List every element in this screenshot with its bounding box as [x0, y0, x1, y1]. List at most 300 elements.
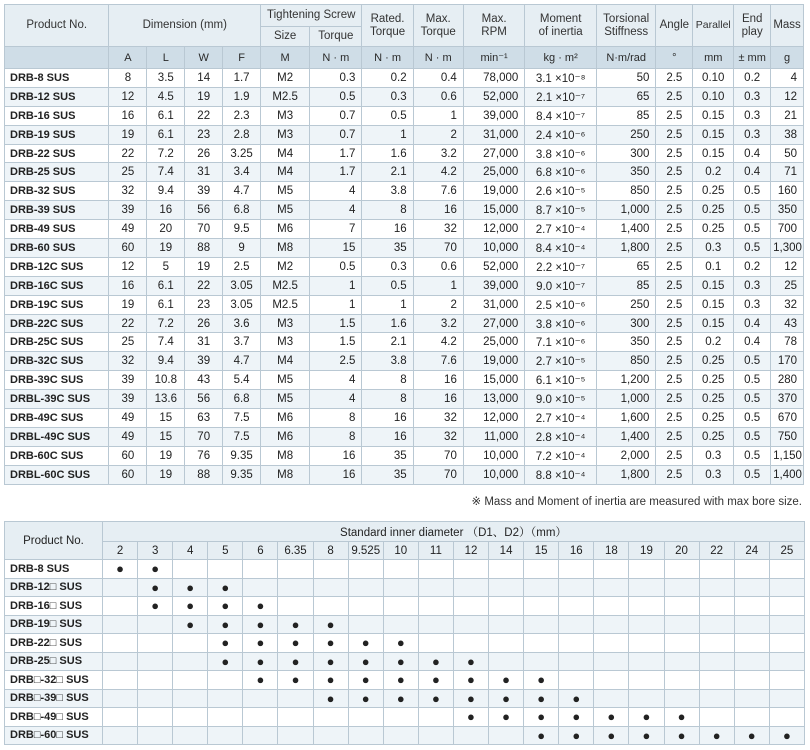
availability-dot: ● — [629, 708, 664, 727]
availability-dot: ● — [208, 652, 243, 671]
spec-value-cell: 21 — [771, 106, 804, 125]
spec-value-cell: 2.5 — [656, 182, 693, 201]
diameter-header-cell: 19 — [629, 542, 664, 560]
spec-value-cell: 9.4 — [147, 182, 185, 201]
mass-header: Mass — [771, 5, 804, 47]
spec-value-cell: 2.5 — [656, 257, 693, 276]
spec-value-cell: M3 — [261, 314, 310, 333]
unit-cell: N · m — [413, 47, 463, 69]
table-row — [5, 144, 804, 163]
availability-dot: ● — [313, 615, 348, 634]
spec-value-cell: M2 — [261, 69, 310, 88]
empty-cell — [559, 671, 594, 690]
empty-cell — [103, 634, 138, 653]
spec-value-cell: 0.25 — [693, 201, 734, 220]
table-row — [5, 106, 804, 125]
empty-cell — [664, 560, 699, 579]
spec-value-cell: 9.35 — [223, 465, 261, 484]
empty-cell — [418, 708, 453, 727]
spec-value-cell: 60 — [109, 239, 147, 258]
spec-value-cell: 78,000 — [463, 69, 524, 88]
empty-cell — [769, 652, 804, 671]
spec-value-cell: 4 — [310, 182, 362, 201]
diameter-header-cell: 6.35 — [278, 542, 313, 560]
spec-value-cell: 0.5 — [734, 239, 771, 258]
spec-value-cell: 2.5 — [656, 390, 693, 409]
spec-value-cell: 8 — [310, 409, 362, 428]
unit-cell: A — [109, 47, 147, 69]
availability-dot: ● — [348, 634, 383, 653]
spec-value-cell: 7.2 — [147, 314, 185, 333]
availability-dot: ● — [348, 652, 383, 671]
product-no-header: Product No. — [5, 5, 109, 47]
spec-value-cell: 2.5 — [656, 295, 693, 314]
spec-value-cell: 0.15 — [693, 106, 734, 125]
empty-cell — [594, 615, 629, 634]
spec-value-cell: 2.5 — [656, 69, 693, 88]
unit-cell: min⁻¹ — [463, 47, 524, 69]
spec-value-cell: 0.10 — [693, 87, 734, 106]
empty-cell — [348, 578, 383, 597]
empty-cell — [489, 634, 524, 653]
empty-cell — [769, 615, 804, 634]
availability-dot: ● — [594, 726, 629, 745]
spec-value-cell: 4 — [310, 390, 362, 409]
spec-value-cell: 4 — [310, 371, 362, 390]
spec-value-cell: 3.8 — [362, 352, 413, 371]
empty-cell — [699, 634, 734, 653]
spec-value-cell: M2 — [261, 257, 310, 276]
spec-value-cell: 1 — [310, 276, 362, 295]
empty-cell — [348, 597, 383, 616]
angle-header: Angle — [656, 5, 693, 47]
table-row — [5, 708, 805, 727]
empty-cell — [103, 597, 138, 616]
spec-value-cell: 9.4 — [147, 352, 185, 371]
spec-value-cell: 0.3 — [734, 295, 771, 314]
availability-dot: ● — [313, 634, 348, 653]
availability-dot: ● — [699, 726, 734, 745]
spec-value-cell: 1,200 — [596, 371, 655, 390]
spec-value-cell: 19,000 — [463, 352, 524, 371]
spec-value-cell: 14 — [185, 69, 223, 88]
empty-cell — [453, 615, 488, 634]
empty-cell — [348, 726, 383, 745]
spec-value-cell: 8.7 ×10⁻⁵ — [525, 201, 597, 220]
spec-value-cell: 370 — [771, 390, 804, 409]
empty-cell — [524, 615, 559, 634]
max-rpm-header: Max. RPM — [463, 5, 524, 47]
product-no-cell: DRB-12C SUS — [5, 257, 109, 276]
availability-dot: ● — [313, 671, 348, 690]
table-row — [5, 578, 805, 597]
bore-rows — [5, 560, 805, 745]
empty-cell — [243, 726, 278, 745]
empty-cell — [734, 689, 769, 708]
spec-value-cell: M8 — [261, 239, 310, 258]
spec-value-cell: 35 — [362, 446, 413, 465]
screw-torque-header: Torque — [310, 27, 362, 47]
product-no-cell: DRB-32C SUS — [5, 352, 109, 371]
product-no-cell: DRB-49 SUS — [5, 220, 109, 239]
table-row — [5, 257, 804, 276]
availability-dot: ● — [278, 671, 313, 690]
spec-value-cell: 2.3 — [223, 106, 261, 125]
empty-cell — [383, 726, 418, 745]
spec-value-cell: M8 — [261, 446, 310, 465]
product-no-cell: DRB-25 SUS — [5, 163, 109, 182]
product-no-cell: DRB-19□ SUS — [5, 615, 103, 634]
spec-value-cell: 32 — [413, 409, 463, 428]
spec-value-cell: 7.5 — [223, 427, 261, 446]
spec-value-cell: 2.5 — [656, 106, 693, 125]
table-row — [5, 201, 804, 220]
empty-cell — [243, 560, 278, 579]
spec-value-cell: M4 — [261, 352, 310, 371]
spec-value-cell: 1 — [362, 125, 413, 144]
spec-value-cell: 0.25 — [693, 409, 734, 428]
table-row — [5, 352, 804, 371]
spec-value-cell: 49 — [109, 427, 147, 446]
spec-value-cell: 7.6 — [413, 182, 463, 201]
spec-value-cell: 0.15 — [693, 295, 734, 314]
empty-cell — [138, 615, 173, 634]
spec-value-cell: 7.6 — [413, 352, 463, 371]
spec-value-cell: 43 — [185, 371, 223, 390]
spec-value-cell: 19 — [185, 87, 223, 106]
spec-value-cell: 1.6 — [362, 144, 413, 163]
screw-size-header: Size — [261, 27, 310, 47]
spec-value-cell: 70 — [185, 220, 223, 239]
spec-value-cell: 10,000 — [463, 446, 524, 465]
empty-cell — [138, 708, 173, 727]
spec-value-cell: 1,400 — [771, 465, 804, 484]
spec-value-cell: 0.5 — [734, 465, 771, 484]
spec-value-cell: M8 — [261, 465, 310, 484]
spec-value-cell: 2.5 — [656, 201, 693, 220]
empty-cell — [383, 597, 418, 616]
spec-value-cell: 0.15 — [693, 125, 734, 144]
diameter-header-cell: 9.525 — [348, 542, 383, 560]
spec-value-cell: 0.2 — [734, 257, 771, 276]
empty-cell — [313, 578, 348, 597]
empty-cell — [769, 671, 804, 690]
spec-value-cell: M3 — [261, 106, 310, 125]
diameter-header-cell: 6 — [243, 542, 278, 560]
empty-cell — [699, 615, 734, 634]
empty-cell — [243, 689, 278, 708]
empty-cell — [524, 652, 559, 671]
availability-dot: ● — [138, 597, 173, 616]
spec-value-cell: M6 — [261, 409, 310, 428]
spec-value-cell: 170 — [771, 352, 804, 371]
spec-value-cell: 0.7 — [310, 106, 362, 125]
spec-value-cell: 1.7 — [310, 163, 362, 182]
spec-value-cell: 0.3 — [734, 276, 771, 295]
table-row — [5, 652, 805, 671]
spec-value-cell: 70 — [413, 465, 463, 484]
spec-value-cell: 0.6 — [413, 87, 463, 106]
spec-value-cell: 78 — [771, 333, 804, 352]
unit-cell: mm — [693, 47, 734, 69]
spec-value-cell: 9.35 — [223, 446, 261, 465]
spec-value-cell: 19 — [147, 446, 185, 465]
spec-value-cell: 0.25 — [693, 352, 734, 371]
empty-cell — [383, 578, 418, 597]
empty-cell — [278, 689, 313, 708]
availability-dot: ● — [383, 689, 418, 708]
availability-dot: ● — [559, 726, 594, 745]
empty-cell — [208, 560, 243, 579]
availability-dot: ● — [348, 671, 383, 690]
spec-value-cell: 32 — [109, 182, 147, 201]
spec-value-cell: 35 — [362, 465, 413, 484]
spec-value-cell: 3.05 — [223, 276, 261, 295]
spec-value-cell: 1.7 — [223, 69, 261, 88]
spec-value-cell: 4.7 — [223, 182, 261, 201]
spec-value-cell: 7.4 — [147, 163, 185, 182]
specification-table — [4, 4, 804, 485]
spec-value-cell: 0.6 — [413, 257, 463, 276]
diameter-row — [5, 542, 805, 560]
spec-value-cell: 85 — [596, 276, 655, 295]
spec-value-cell: 13.6 — [147, 390, 185, 409]
empty-cell — [699, 671, 734, 690]
empty-cell — [103, 578, 138, 597]
spec-value-cell: 32 — [413, 427, 463, 446]
spec-value-cell: 6.1 — [147, 125, 185, 144]
spec-value-cell: 12 — [771, 87, 804, 106]
spec-value-cell: 16 — [362, 427, 413, 446]
spec-value-cell: 70 — [185, 427, 223, 446]
spec-value-cell: 2.5 — [656, 314, 693, 333]
dimension-header: Dimension (mm) — [109, 5, 261, 47]
spec-value-cell: 700 — [771, 220, 804, 239]
empty-cell — [769, 708, 804, 727]
spec-value-cell: 850 — [596, 182, 655, 201]
spec-value-cell: 0.1 — [693, 257, 734, 276]
empty-cell — [103, 708, 138, 727]
spec-value-cell: 49 — [109, 409, 147, 428]
spec-value-cell: 7.2 ×10⁻⁴ — [525, 446, 597, 465]
spec-value-cell: 850 — [596, 352, 655, 371]
availability-dot: ● — [138, 578, 173, 597]
spec-value-cell: 39 — [185, 352, 223, 371]
spec-value-cell: 0.25 — [693, 371, 734, 390]
spec-value-cell: M5 — [261, 371, 310, 390]
spec-value-cell: M2.5 — [261, 295, 310, 314]
empty-cell — [418, 634, 453, 653]
spec-value-cell: 63 — [185, 409, 223, 428]
empty-cell — [278, 578, 313, 597]
empty-cell — [769, 597, 804, 616]
spec-value-cell: 39 — [185, 182, 223, 201]
empty-cell — [348, 560, 383, 579]
spec-value-cell: M2.5 — [261, 87, 310, 106]
spec-value-cell: 3.4 — [223, 163, 261, 182]
spec-value-cell: 22 — [185, 276, 223, 295]
empty-cell — [559, 615, 594, 634]
table-row — [5, 615, 805, 634]
spec-value-cell: 5 — [147, 257, 185, 276]
spec-value-cell: 3.05 — [223, 295, 261, 314]
spec-value-cell: 7.2 — [147, 144, 185, 163]
availability-dot: ● — [243, 671, 278, 690]
empty-cell — [629, 652, 664, 671]
availability-dot: ● — [524, 708, 559, 727]
spec-value-cell: 1 — [362, 295, 413, 314]
spec-value-cell: 76 — [185, 446, 223, 465]
spec-value-cell: 43 — [771, 314, 804, 333]
empty-cell — [173, 560, 208, 579]
spec-value-cell: 16 — [413, 201, 463, 220]
empty-cell — [629, 671, 664, 690]
empty-cell — [629, 689, 664, 708]
spec-value-cell: 7.4 — [147, 333, 185, 352]
empty-cell — [594, 671, 629, 690]
spec-value-cell: 1.9 — [223, 87, 261, 106]
availability-dot: ● — [173, 615, 208, 634]
availability-dot: ● — [559, 708, 594, 727]
spec-value-cell: 1.7 — [310, 144, 362, 163]
spec-value-cell: 2.5 — [656, 163, 693, 182]
spec-value-cell: 1,300 — [771, 239, 804, 258]
spec-value-cell: 60 — [109, 465, 147, 484]
availability-dot: ● — [243, 652, 278, 671]
spec-value-cell: 4 — [771, 69, 804, 88]
spec-value-cell: 2.5 — [656, 144, 693, 163]
bore-product-no-header: Product No. — [5, 522, 103, 560]
spec-value-cell: M5 — [261, 201, 310, 220]
spec-value-cell: 39 — [109, 201, 147, 220]
spec-value-cell: 3.2 — [413, 314, 463, 333]
empty-cell — [208, 708, 243, 727]
spec-value-cell: M5 — [261, 390, 310, 409]
spec-value-cell: 160 — [771, 182, 804, 201]
spec-value-cell: 6.8 — [223, 390, 261, 409]
spec-value-cell: 12,000 — [463, 220, 524, 239]
spec-value-cell: 71 — [771, 163, 804, 182]
empty-cell — [138, 671, 173, 690]
empty-cell — [418, 726, 453, 745]
spec-value-cell: 39 — [109, 390, 147, 409]
empty-cell — [489, 652, 524, 671]
tightening-screw-header: Tightening Screw — [261, 5, 362, 27]
spec-value-cell: 0.5 — [734, 201, 771, 220]
unit-cell: F — [223, 47, 261, 69]
spec-value-cell: 60 — [109, 446, 147, 465]
empty-cell — [524, 578, 559, 597]
product-no-cell: DRB-60 SUS — [5, 239, 109, 258]
spec-value-cell: 52,000 — [463, 87, 524, 106]
spec-value-cell: 8 — [362, 371, 413, 390]
spec-value-cell: 39 — [109, 371, 147, 390]
spec-value-cell: 0.3 — [362, 87, 413, 106]
spec-value-cell: 0.3 — [693, 465, 734, 484]
spec-value-cell: 49 — [109, 220, 147, 239]
spec-value-cell: M4 — [261, 144, 310, 163]
availability-dot: ● — [489, 671, 524, 690]
spec-value-cell: 0.3 — [734, 125, 771, 144]
spec-value-cell: 39,000 — [463, 276, 524, 295]
empty-cell — [699, 560, 734, 579]
spec-value-cell: 4.5 — [147, 87, 185, 106]
spec-value-cell: 31,000 — [463, 295, 524, 314]
empty-cell — [103, 671, 138, 690]
table-row — [5, 163, 804, 182]
empty-cell — [769, 578, 804, 597]
empty-cell — [734, 615, 769, 634]
spec-value-cell: 0.5 — [734, 220, 771, 239]
empty-cell — [664, 671, 699, 690]
spec-value-cell: 0.5 — [734, 427, 771, 446]
spec-value-cell: 3.6 — [223, 314, 261, 333]
empty-cell — [769, 560, 804, 579]
spec-value-cell: 13,000 — [463, 390, 524, 409]
diameter-header-cell: 12 — [453, 542, 488, 560]
availability-dot: ● — [453, 708, 488, 727]
unit-cell: L — [147, 47, 185, 69]
spec-value-cell: 0.2 — [362, 69, 413, 88]
spec-value-cell: 10.8 — [147, 371, 185, 390]
spec-value-cell: 3.1 ×10⁻⁸ — [525, 69, 597, 88]
spec-value-cell: 32 — [413, 220, 463, 239]
empty-cell — [524, 634, 559, 653]
empty-cell — [138, 726, 173, 745]
empty-cell — [489, 615, 524, 634]
spec-value-cell: 7.5 — [223, 409, 261, 428]
spec-value-cell: 0.2 — [693, 163, 734, 182]
spec-value-cell: 23 — [185, 125, 223, 144]
table-row — [5, 671, 805, 690]
product-no-cell: DRB-12 SUS — [5, 87, 109, 106]
empty-cell — [173, 689, 208, 708]
parallel-header: Parallel — [693, 5, 734, 47]
empty-cell — [103, 689, 138, 708]
diameter-header-cell: 15 — [524, 542, 559, 560]
availability-dot: ● — [734, 726, 769, 745]
diameter-header-cell: 14 — [489, 542, 524, 560]
spec-value-cell: 70 — [413, 239, 463, 258]
empty-cell — [383, 615, 418, 634]
spec-value-cell: 1 — [310, 295, 362, 314]
diameter-header-cell: 5 — [208, 542, 243, 560]
table-row — [5, 371, 804, 390]
spec-value-cell: 16 — [147, 201, 185, 220]
spec-value-cell: 20 — [147, 220, 185, 239]
spec-value-cell: 1,000 — [596, 390, 655, 409]
empty-cell — [418, 597, 453, 616]
spec-value-cell: 6.8 ×10⁻⁶ — [525, 163, 597, 182]
spec-value-cell: 4.7 — [223, 352, 261, 371]
empty-cell — [629, 615, 664, 634]
spec-value-cell: 12 — [771, 257, 804, 276]
spec-value-cell: 280 — [771, 371, 804, 390]
spec-value-cell: 2.5 — [223, 257, 261, 276]
spec-value-cell: 250 — [596, 125, 655, 144]
empty-cell — [629, 578, 664, 597]
spec-value-cell: 0.5 — [362, 106, 413, 125]
spec-value-cell: 6.1 ×10⁻⁵ — [525, 371, 597, 390]
diameter-header-cell: 16 — [559, 542, 594, 560]
spec-value-cell: 2.5 ×10⁻⁶ — [525, 295, 597, 314]
spec-value-cell: 8 — [362, 390, 413, 409]
spec-value-cell: 12 — [109, 257, 147, 276]
empty-cell — [243, 708, 278, 727]
spec-value-cell: 2.5 — [656, 333, 693, 352]
availability-dot: ● — [208, 597, 243, 616]
diameter-header-cell: 22 — [699, 542, 734, 560]
